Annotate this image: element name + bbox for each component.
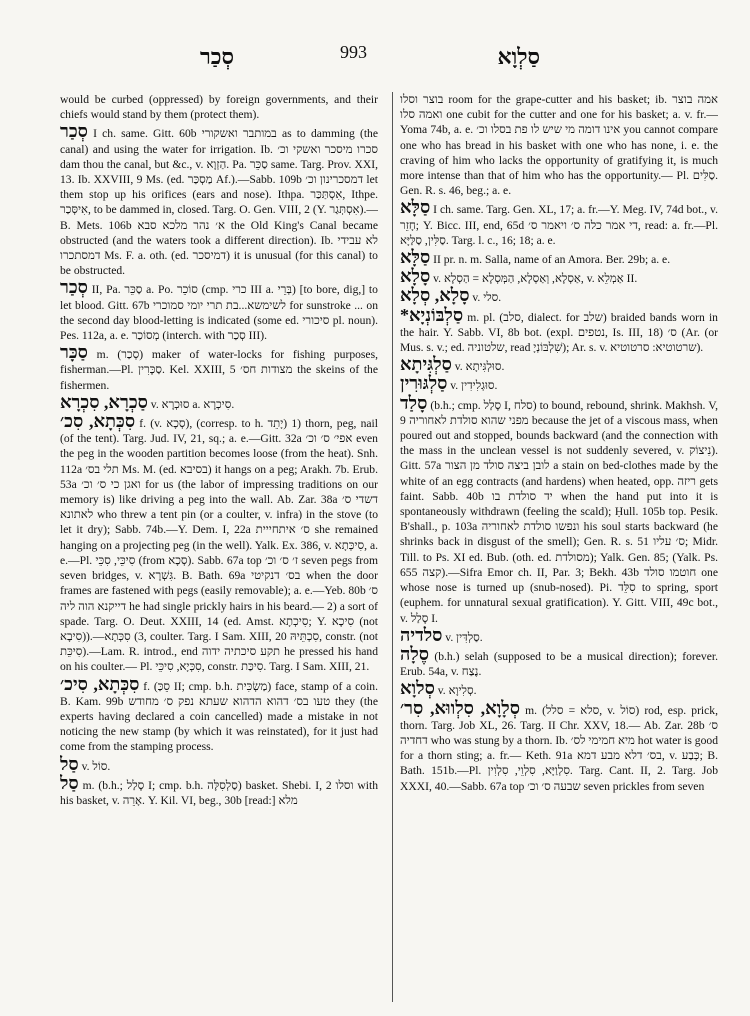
entry-text: v. סוֹל. <box>81 759 111 773</box>
entry-headword: סְלָוָא, סִלְווּא, סִר׳ <box>400 697 520 718</box>
entry-text: I ch. same. Targ. Gen. XL, 17; a. fr.—Y. Meg. IV, 74d bot., v. חָזֵר; Y. Bicc. III, end, 65d די אמר כלה ס׳ ויאמר ס׳, read: a. fr.—Pl. סַלִּין, סַלַּיָּא. Targ. l. c., 16; 18; a. e. <box>400 203 718 247</box>
entry-text: m. (b.h.; סָלַל I; cmp. b.h. סַלְסִלָּה) basket. Shebi. I, 2 וסלו with his basket, v. אָרֵה. Y. Kil. VI, beg., 30b [read:] מלא <box>60 778 378 807</box>
entry-text: v. סוּגְלִידִין. <box>450 379 498 393</box>
entry-headword: סְכַר <box>60 277 88 298</box>
dictionary-entry <box>400 304 718 356</box>
entry-text: v. סַלְדִּין. <box>445 630 483 644</box>
entry-text: v. אַסְלָא, וְאַסְלָא, הַמְּסְלָא = הַסְלָא, v. אַמְלֵא II. <box>433 272 638 286</box>
dictionary-entry <box>400 197 718 248</box>
page-header <box>60 44 710 74</box>
dictionary-entry <box>60 673 378 755</box>
dictionary-entry <box>400 92 718 198</box>
dictionary-entry <box>60 277 378 343</box>
dictionary-entry <box>60 342 378 393</box>
right-running-headword: סַלְוָא <box>497 44 540 69</box>
entry-text: (b.h.; cmp. סָלַל I, סלח) to bound, rebound, shrink. Makhsh. V, 9 מפני שהוא סולדת לאחוריה because the jet of a viscous mass, when poured out and stopped, bounds backward (and the connection with the mass in the unclean vessel is not suddenly severed, v. נִיצוֹק). Gitt. 57a לובן ביצה סולד מן הצור a stain on bed-clothes made by the white of an egg contracts (and hardens) when heated, opp. ריזה gets faint. Sabb. 40b יד סולדת בו when the hand put into it is spontaneously withdrawn (feeling the scald); Ḥull. 105b top. Pesik. B'shall., p. 103a ונפשו סולדת לאחוריה his soul starts backward (he shrinks back in disgust of the smell); Gen. R. s. 51 ס׳ עליו; Midr. Till. to Ps. XI ed. Bub. (oth. ed. מסולדת); Yalk. Gen. 85; (Yalk. Ps. 655 קצה).—Sifra Emor ch. II, Par. 3; Bekh. 43b חוטמו סולד one whose nose is turned up (snub-nosed). Pi. סִלֵּד to spring, sport (euphem. for unnatural sexual gratification). Y. Gitt. VIII, 49c bot., v. סָלַל I. <box>400 398 718 625</box>
dictionary-entry <box>60 411 378 674</box>
entry-headword: סְכַר <box>60 121 88 142</box>
entry-headword: סְלוָא <box>400 678 435 699</box>
page-number: 993 <box>340 42 367 62</box>
left-column <box>60 92 378 1012</box>
entry-headword: סַכְרָא, סִכְרָא <box>60 391 148 412</box>
entry-headword: סָלָא <box>400 266 431 287</box>
dictionary-entry <box>400 392 718 626</box>
dictionary-entry <box>60 121 378 278</box>
entry-headword: סִכְּתָא, סִכ׳ <box>60 411 136 432</box>
dictionary-entry <box>60 92 378 122</box>
dictionary-entry <box>400 247 718 268</box>
entry-text: v. סלי. <box>472 291 502 305</box>
entry-text: m. (סְכַר) maker of water-locks for fishing purposes, fisherman.—Pl. סַכָּרִין. Kel. XXIII, 5 מצודות חס׳ the skeins of the fishermen. <box>60 348 378 392</box>
dictionary-entry <box>60 391 378 412</box>
entry-headword: סַכָּר <box>60 342 88 363</box>
entry-headword: סָלָא, סְלָא <box>400 285 470 306</box>
entry-text: (b.h.) selah (supposed to be a musical direction); forever. Erub. 54a, v. נֶצַח. <box>400 649 718 679</box>
entry-headword: סַל <box>60 753 79 774</box>
entry-text: v. סוּכְרָא a. סִיכְרָא. <box>150 397 235 411</box>
entry-headword: סַלָּא <box>400 247 431 268</box>
entry-headword: סָלַד <box>400 392 428 413</box>
entry-text: v. סְלִיוָא. <box>437 684 477 698</box>
entry-headword: *סַלְבּוֹנְיָא <box>400 304 464 325</box>
dictionary-entry <box>400 285 718 306</box>
entry-text: II pr. n. m. Salla, name of an Amora. Ber. 29b; a. e. <box>433 253 671 267</box>
dictionary-entry <box>60 772 378 808</box>
entry-text: m. (סלא = סלל, v. סוֹל) rod, esp. prick, thorn. Targ. Job XL, 26. Targ. II Chr. XXV, 18.— Ab. Zar. 28b ס׳ דחדיה who was stung by a thorn. Ib. מיא חמימי לס׳ hot water is good for a thorn sting; a. fr.— Keth. 91a בס׳ דלא מבע דמא, v. כְּבַע; B. Bath. 151b.—Pl. סִלְוַיָּא, סִלְוֵי, סִלְוִין. Targ. Cant. II, 2. Targ. Job XXXI, 40.—Sabb. 67a top שבעה ס׳ וכ׳ seven prickles from seven <box>400 703 718 793</box>
entry-text: m. pl. (סלב, dialect. for שלב) braided bands worn in the hair. Y. Sabb. VI, 8b bot. (expl. נטפים, Is. III, 18) ס׳ (Ar. (or Mus. s. v.; ed. שלטוניה, read שִׁלְבּוֹנְיָ); Ar. s. v. שרטוטיא: סרטוטיא). <box>400 310 718 355</box>
left-running-headword: סְכַר <box>200 44 235 69</box>
entry-text: f. (סֵכַּ II; cmp. b.h. מַשְׂכִּית) face, stamp of a coin. B. Kam. 99b טעו בס׳ דהוא הדהוא שעתא נפק ס׳ מחודש they (the experts having declared a coin cancelled) made a mistake in not noticing the new stamp (by which it was reinstated), for it just had come from the stamping process. <box>60 679 378 754</box>
dictionary-entry <box>400 373 718 394</box>
dictionary-entry <box>400 643 718 679</box>
entry-text: בוצר וסלו room for the grape-cutter and his basket; ib. אמה בוצר ואמה סלו one cubit for the cutter and one for his basket; a. v. fr.—Yoma 74b, a. e. אינו דומה מי שיש לו פת בסלו וכ׳ you cannot compare one who has bread in his basket with one who has none, i. e. the craving of him who lacks the opportunity of gratifying it, is much more intense than that of him who has the opportunity.— Pl. סַלִּים. Gen. R. s. 46, beg.; a. e. <box>400 93 718 198</box>
right-column <box>400 92 718 1012</box>
entry-text: would be curbed (oppressed) by foreign governments, and their chiefs would stand by them (protect them). <box>60 93 378 122</box>
column-divider <box>392 92 393 1002</box>
entry-text: II, Pa. סַכֵּר a. Po. סוֹכֵר (cmp. כרי III a. בְּרֵי) [to bore, dig,] to let blood. Gitt. 67b לשימשא...בת תרי יומי סמוכרי for sunstroke ... on the second day blood-letting is indicated (some ed. סיכורי pl. noun). Pes. 112a, a. e. מְסוֹכַר (interch. with סְכַר III). <box>60 283 378 343</box>
dictionary-entry <box>400 624 718 645</box>
dictionary-entry <box>400 266 718 287</box>
entry-headword: סֶלָה <box>400 643 430 664</box>
dictionary-entry <box>400 678 718 699</box>
entry-text: I ch. same. Gitt. 60b במותבר ואשקורי as to damming (the canal) and using the water for irrigation. Ib. סכרו מיסכר ואשקי וכ׳ dam thou the canal, but &c., v. הַזְוָא. Pa. סַכֵּר same. Targ. Prov. XXI, 13. Ib. XXVIII, 9 Ms. (ed. מַסְכַּר Af.).—Sabb. 109b דמסכרינון וכ׳ let them stop up his orifices (ears and nose). Ithpa. אִסְתַּכַּר, Ithpe. אִיסְּכַר, to be dammed in, closed. Targ. O. Gen. VIII, 2 (Y. אִסְתְּגַר).—B. Mets. 106b א׳ נהר מלכא סבא the Old King's Canal became obstructed (and the waters took a different direction). Ib. לא עבידי דמסתכרו Ms. F. a. oth. (ed. דמיסכר) it is unusual (for this canal) to be obstructed. <box>60 127 378 278</box>
dictionary-entry <box>400 697 718 794</box>
dictionary-entry <box>60 753 378 774</box>
entry-text: f. (v. סְכָא), (corresp. to h. יָתֵד) 1) thorn, peg, nail (of the tent). Targ. Jud. IV, 21, sq.; a. e.—Gitt. 32a אפי׳ ס׳ וכ׳ even the peg in the wooden partition becomes loose (from the heat). Snh. 112a תלי בס׳ Ms. M. (ed. בסיבא) it hangs on a peg; Arakh. 7b. Erub. 53a ואגן כי ס׳ וכ׳ for us (the labor of impressing traditions on our memory is) like driving a peg into the wall. Ab. Zar. 38a דשדי ס׳ לאתונא who threw a tent pin (or a coulter, v. infra) in the stove (to let it dry); Sabb. 74b.—Y. Dem. I, 22a ס׳ איתחייית she remained hanging on a projecting peg (in the well). Yalk. Ex. 386, v. סִיכְּתָא, a. e.—Pl. סִיכֵּי, סִכֵּי (from סְכָא). Sabb. 67a top ז׳ ס׳ וכ׳ seven pegs from seven bridges, v. גִּשְׁרָא. B. Bath. 69a בס׳ דנקיטי when the door frames are fastened with pegs (easily removable); a. e.—Yeb. 80b ס׳ דייקנא הוה ליה he had single prickly hairs in his beard.— 2) a sort of spade. Targ. O. Deut. XXIII, 14 (ed. Amst. סִיכְתָא; Y. סִיכָא (not סִיבָא)).—3) סִכְּתָא, coulter. Targ. I Sam. XIII, 20 סִכְתֵּיהּ, constr. (not סִיכֵּת).—Lam. R. introd., end תקע סיכתיה ידוה he pressed his hand on his coulter.— Pl. סִכְּיָא, סִיכֵּי, constr. סִיכַּת. Targ. I Sam. XIII, 21. <box>60 417 378 674</box>
entry-headword: סַלְגִּיתָא <box>400 354 452 375</box>
dictionary-entry <box>400 354 718 375</box>
entry-text: v. סוּלְגִּיתָא. <box>454 360 505 374</box>
entry-headword: סלדיה <box>400 624 443 645</box>
entry-headword: סִכְּתָא, סִיכ׳ <box>60 673 140 694</box>
entry-headword: סַל <box>60 772 79 793</box>
entry-headword: סַלְגּוּרִין <box>400 373 448 394</box>
entry-headword: סַלָּא <box>400 197 431 218</box>
